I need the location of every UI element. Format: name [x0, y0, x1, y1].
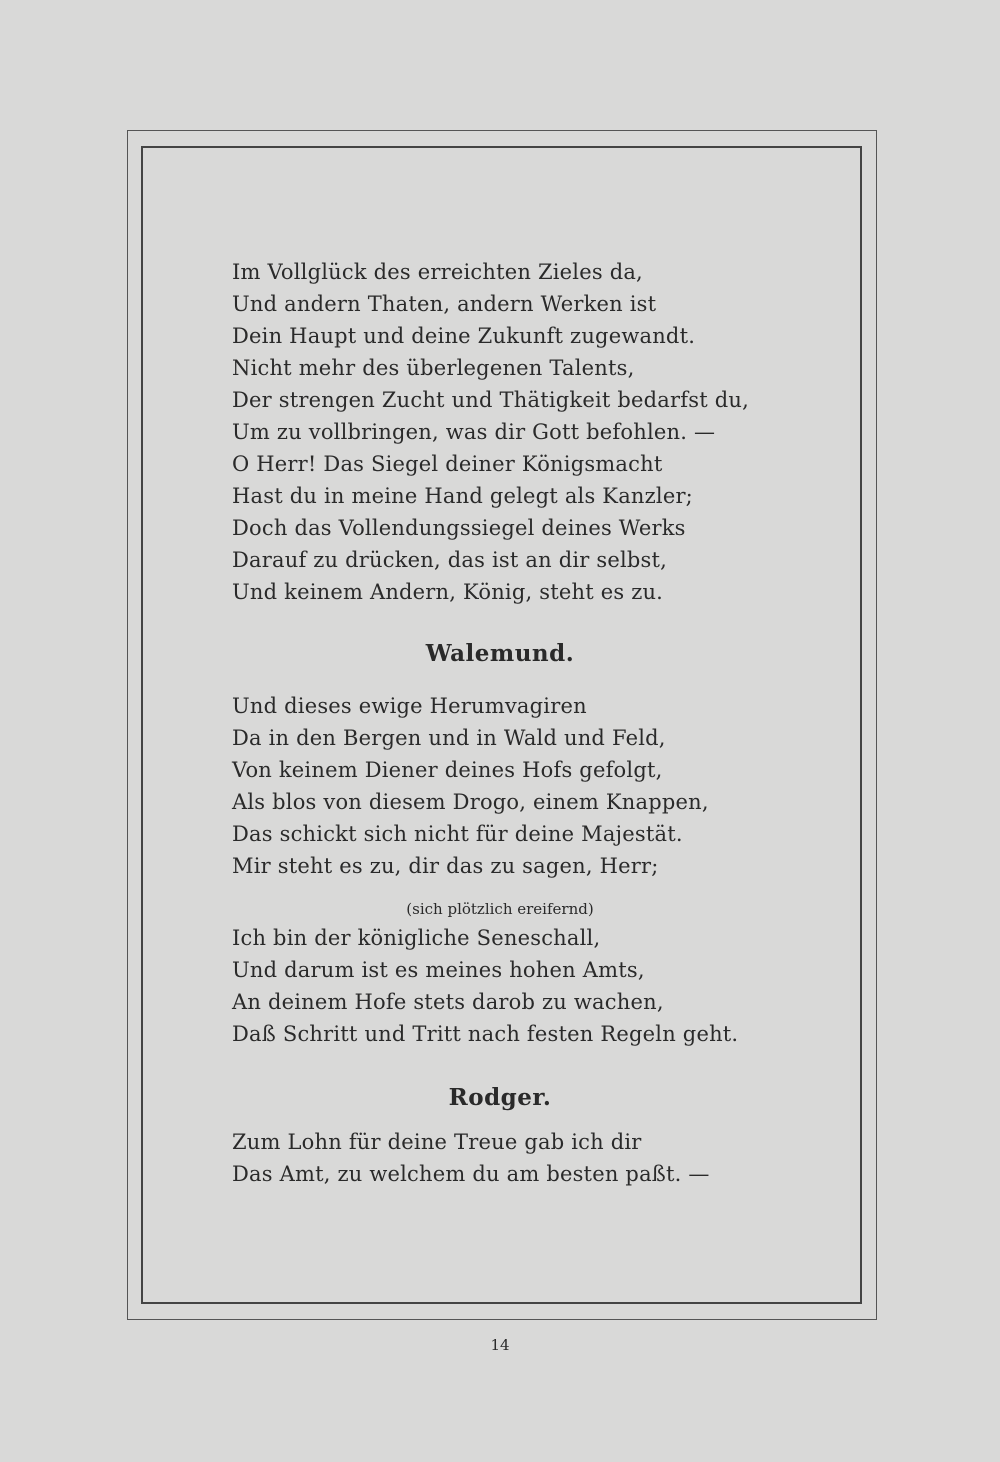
verse-line: Der strengen Zucht und Thätigkeit bedarfst du,: [232, 388, 749, 412]
verse-line: Im Vollglück des erreichten Zieles da,: [232, 260, 643, 284]
verse-line: O Herr! Das Siegel deiner Königsmacht: [232, 452, 663, 476]
verse-line: Hast du in meine Hand gelegt als Kanzler;: [232, 484, 693, 508]
verse-line: Und dieses ewige Herumvagiren: [232, 694, 587, 718]
verse-line: Das Amt, zu welchem du am besten paßt. —: [232, 1162, 710, 1186]
verse-line: Das schickt sich nicht für deine Majestät.: [232, 822, 683, 846]
verse-line: Doch das Vollendungssiegel deines Werks: [232, 516, 686, 540]
speaker-name: Rodger.: [448, 1084, 552, 1111]
verse-line: Als blos von diesem Drogo, einem Knappen,: [232, 790, 709, 814]
verse-line: Mir steht es zu, dir das zu sagen, Herr;: [232, 854, 659, 878]
verse-line: Darauf zu drücken, das ist an dir selbst,: [232, 548, 668, 572]
verse-line: Nicht mehr des überlegenen Talents,: [232, 356, 635, 380]
verse-line: An deinem Hofe stets darob zu wachen,: [232, 990, 664, 1014]
verse-line: Um zu vollbringen, was dir Gott befohlen. —: [232, 420, 716, 444]
speaker-name: Walemund.: [425, 640, 575, 667]
verse-line: Daß Schritt und Tritt nach festen Regeln geht.: [232, 1022, 739, 1046]
verse-line: Da in den Bergen und in Wald und Feld,: [232, 726, 666, 750]
verse-line: Dein Haupt und deine Zukunft zugewandt.: [232, 324, 696, 348]
verse-line: Von keinem Diener deines Hofs gefolgt,: [232, 758, 663, 782]
page-number: 14: [490, 1336, 510, 1354]
verse-line: Ich bin der königliche Seneschall,: [232, 926, 601, 950]
stage-direction: (sich plötzlich ereifernd): [406, 900, 594, 918]
verse-line: Und andern Thaten, andern Werken ist: [232, 292, 657, 316]
verse-line: Und keinem Andern, König, steht es zu.: [232, 580, 664, 604]
verse-line: Und darum ist es meines hohen Amts,: [232, 958, 645, 982]
verse-line: Zum Lohn für deine Treue gab ich dir: [232, 1130, 642, 1154]
